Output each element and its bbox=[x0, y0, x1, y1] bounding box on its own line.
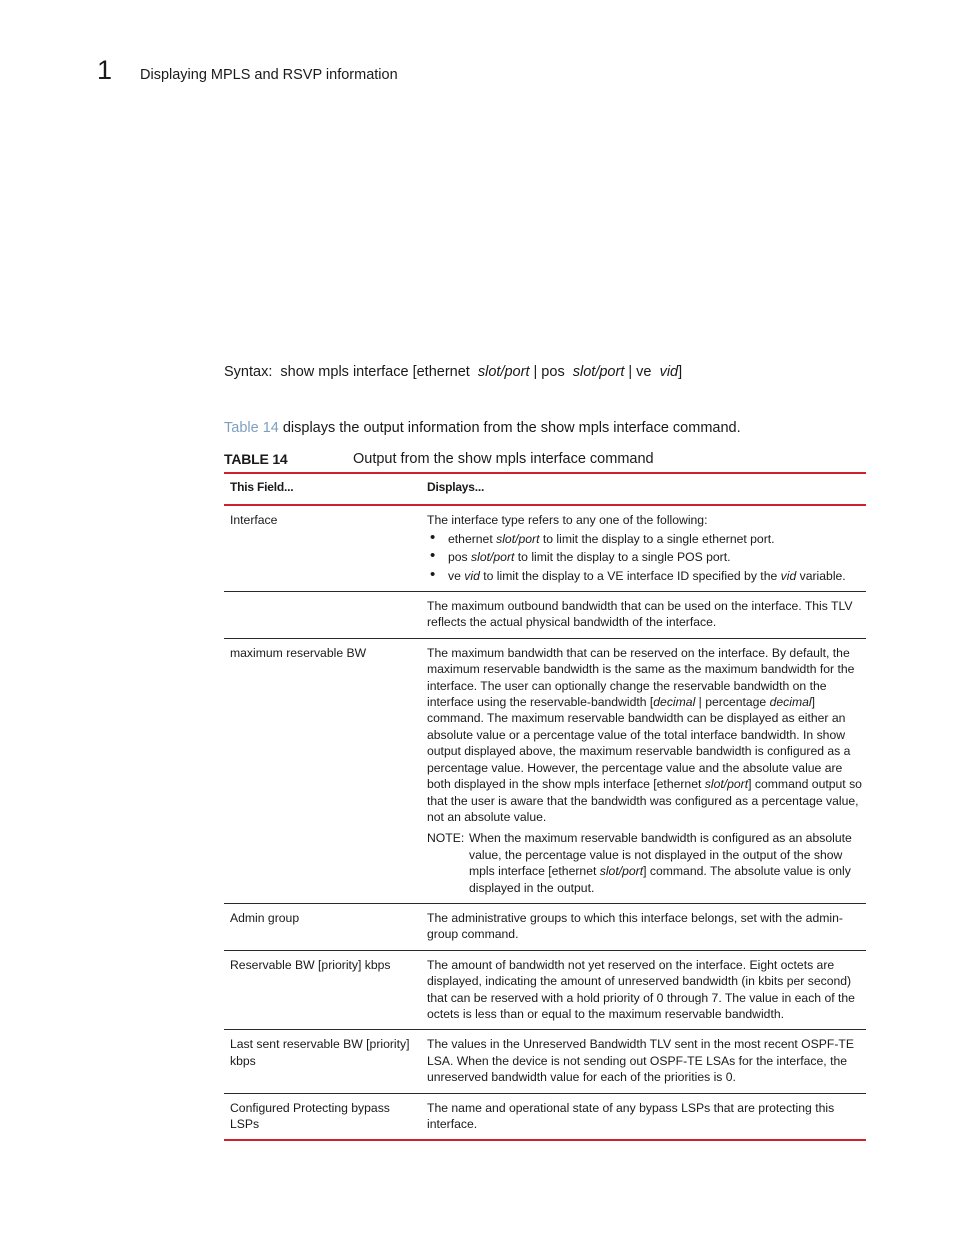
field-description: The administrative groups to which this interface belongs, set with the admin-group command. bbox=[427, 910, 843, 942]
bullet-arg: slot/port bbox=[496, 531, 540, 546]
field-name: maximum reservable BW bbox=[230, 645, 367, 660]
syntax-close: ] bbox=[678, 364, 683, 380]
field-description: The amount of bandwidth not yet reserved on the interface. Eight octets are displayed, indicating the amount of unreserved bandwidth (in kbits per second) that can be reserved with a hold priority of 0 through 7. The value in each of the octets is less than or equal to the maximum reservable bandwidth. bbox=[427, 957, 855, 1021]
description-arg: decimal bbox=[653, 695, 696, 710]
output-fields-table bbox=[224, 472, 866, 1141]
syntax-line bbox=[224, 363, 682, 381]
bullet-icon: • bbox=[430, 528, 436, 546]
table-row bbox=[224, 591, 866, 638]
bullet-list bbox=[427, 528, 866, 584]
bullet-arg: vid bbox=[780, 568, 797, 583]
description-part: | percentage bbox=[695, 695, 770, 710]
note-label: NOTE: bbox=[427, 831, 465, 846]
list-item bbox=[427, 549, 866, 565]
chapter-title: Displaying MPLS and RSVP information bbox=[140, 67, 398, 83]
table-reference-link[interactable]: Table 14 bbox=[224, 420, 279, 436]
table-row bbox=[224, 638, 866, 903]
description-arg: decimal bbox=[769, 695, 812, 710]
bullet-text: pos bbox=[448, 550, 472, 565]
description-part: ] command output so that the user is aware that the bandwidth was configured as a percentage value, not an absolute value. bbox=[427, 777, 862, 824]
table-row bbox=[224, 950, 866, 1030]
field-description: The maximum outbound bandwidth that can be used on the interface. This TLV reflects the actual physical bandwidth of the interface. bbox=[427, 599, 853, 630]
description-text bbox=[427, 645, 866, 825]
list-item bbox=[427, 565, 866, 584]
note bbox=[427, 830, 866, 896]
table-row bbox=[224, 1093, 866, 1140]
field-name: Interface bbox=[230, 513, 278, 528]
field-description bbox=[421, 639, 866, 903]
intro-paragraph bbox=[224, 419, 741, 437]
syntax-separator: | ve bbox=[628, 364, 652, 380]
note-part: ] command. The absolute value is only displayed in the output. bbox=[469, 864, 851, 895]
field-description: The values in the Unreserved Bandwidth TLV sent in the most recent OSPF-TE LSA. When the device is not sending out OSPF-TE LSAs for the interface, the unreserved bandwidth value for each of the priorities is 0. bbox=[427, 1037, 854, 1085]
field-name: Admin group bbox=[230, 910, 300, 925]
syntax-command: show mpls interface [ethernet bbox=[280, 364, 470, 380]
field-description bbox=[421, 506, 866, 591]
column-header-displays: Displays... bbox=[427, 480, 485, 494]
syntax-arg-vid: vid bbox=[659, 364, 679, 380]
table-row bbox=[224, 903, 866, 950]
table-title: Output from the show mpls interface command bbox=[353, 451, 654, 467]
field-name: Last sent reservable BW [priority] kbps bbox=[230, 1037, 410, 1068]
bullet-icon: • bbox=[430, 565, 436, 583]
intro-text: displays the output information from the show mpls interface command. bbox=[278, 420, 741, 436]
chapter-number: 1 bbox=[97, 55, 113, 85]
note-part: When the maximum reservable bandwidth is configured as an absolute value, the percentage value is not displayed in the output of the show mpls interface [ethernet bbox=[469, 831, 852, 879]
syntax-separator: | pos bbox=[533, 364, 565, 380]
bullet-icon: • bbox=[430, 547, 436, 565]
description-part: ] command. The maximum reservable bandwidth can be displayed as either an absolute value or a percentage value of the total interface bandwidth. In show output displayed above, the maximum reservable bandwidth is configured as a percentage value. However, the percentage value and the absolute value are both displayed in the show mpls interface [ethernet bbox=[427, 695, 851, 792]
bullet-text: ethernet bbox=[448, 531, 497, 546]
table-row bbox=[224, 1029, 866, 1092]
field-name bbox=[224, 592, 421, 638]
note-text bbox=[469, 830, 866, 896]
syntax-label: Syntax: bbox=[224, 364, 273, 380]
note-arg: slot/port bbox=[599, 864, 644, 879]
syntax-arg-slot-port: slot/port bbox=[477, 364, 530, 380]
bullet-arg: vid bbox=[464, 568, 480, 583]
syntax-arg-slot-port: slot/port bbox=[572, 364, 625, 380]
bullet-text: variable. bbox=[796, 568, 846, 583]
description-part: The maximum bandwidth that can be reserved on the interface. By default, the maximum reservable bandwidth is the same as the maximum bandwidth for the interface. The user can optionally change the reservable bandwidth on the interface using the reservable-bandwidth [ bbox=[427, 645, 855, 710]
bullet-text: to limit the display to a VE interface ID specified by the bbox=[479, 568, 781, 583]
table-label: TABLE 14 bbox=[224, 451, 288, 467]
description-text: The interface type refers to any one of the following: bbox=[427, 513, 708, 528]
field-name: Reservable BW [priority] kbps bbox=[230, 957, 391, 972]
bullet-text: to limit the display to a single ethernet port. bbox=[539, 531, 775, 546]
bullet-arg: slot/port bbox=[471, 550, 515, 565]
bullet-text: ve bbox=[448, 568, 465, 583]
column-header-field: This Field... bbox=[230, 480, 294, 494]
bullet-text: to limit the display to a single POS port. bbox=[514, 550, 731, 565]
table-row bbox=[224, 506, 866, 591]
field-name: Configured Protecting bypass LSPs bbox=[230, 1100, 390, 1131]
description-arg: slot/port bbox=[704, 777, 749, 792]
table-header-row bbox=[224, 474, 866, 506]
list-item bbox=[427, 528, 866, 547]
field-description: The name and operational state of any bypass LSPs that are protecting this interface. bbox=[427, 1100, 835, 1131]
